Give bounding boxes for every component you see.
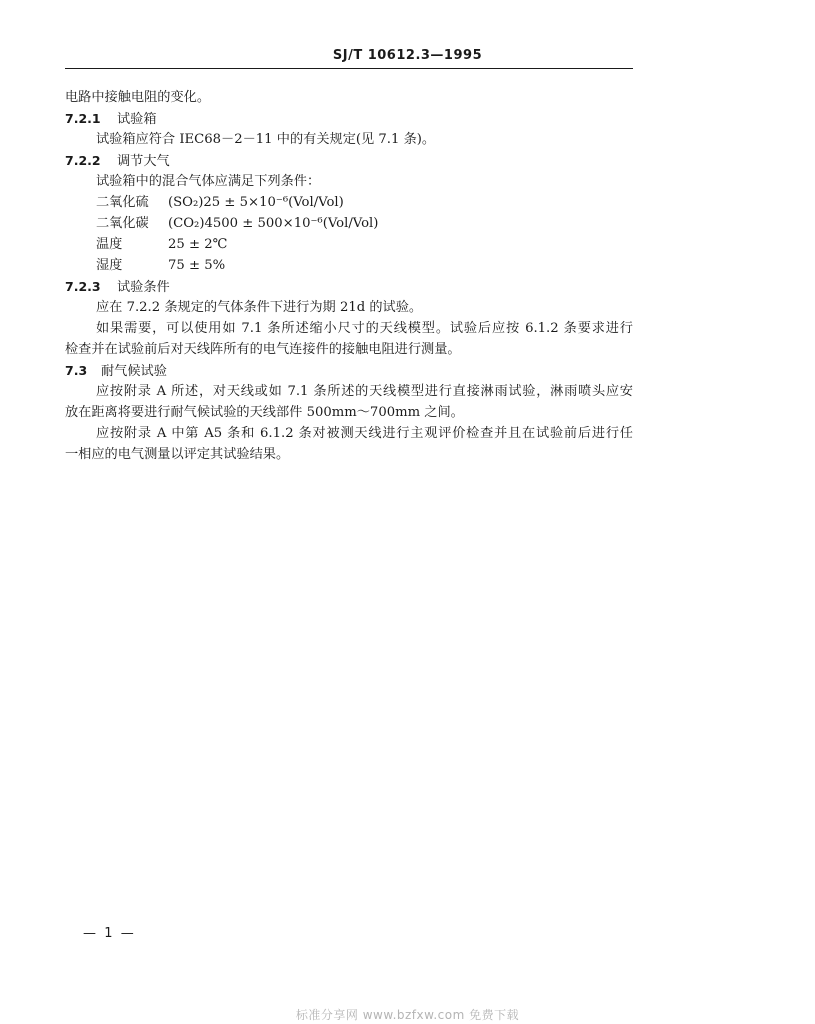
paragraph-7-2-2: 试验箱中的混合气体应满足下列条件： — [96, 174, 321, 189]
section-number: 7.2.1 — [65, 111, 101, 126]
paragraph-7-3-a-line1: 应按附录 A 所述，对天线或如 7.1 条所述的天线模型进行直接淋雨试验，淋雨喷头应安 — [96, 384, 633, 399]
condition-value: 25 ± 2℃ — [168, 237, 228, 252]
section-title: 耐气候试验 — [101, 364, 167, 379]
condition-label: 二氧化硫 — [96, 195, 149, 210]
condition-value: 75 ± 5% — [168, 258, 226, 273]
condition-label: 湿度 — [96, 258, 123, 273]
paragraph-7-3-b-line1: 应按附录 A 中第 A5 条和 6.1.2 条对被测天线进行主观评价检查并且在试验前后进行任 — [96, 426, 633, 441]
paragraph-7-2-3-b-line2: 检查并在试验前后对天线阵所有的电气连接件的接触电阻进行测量。 — [65, 342, 461, 357]
condition-label: 二氧化碳 — [96, 216, 149, 231]
section-title: 试验条件 — [117, 280, 170, 295]
paragraph-7-3-a-line2: 放在距离将要进行耐气候试验的天线部件 500mm～700mm 之间。 — [65, 405, 464, 420]
continuation-text: 电路中接触电阻的变化。 — [65, 90, 211, 105]
section-7-2-3-heading — [65, 279, 170, 296]
section-7-2-2-heading — [65, 153, 170, 170]
document-header-code: SJ/T 10612.3—1995 — [332, 48, 483, 63]
page-number: — 1 — — [83, 926, 134, 941]
section-title: 试验箱 — [117, 112, 157, 127]
condition-label: 温度 — [96, 237, 123, 252]
section-title: 调节大气 — [117, 154, 170, 169]
paragraph-7-3-b-line2: 一相应的电气测量以评定其试验结果。 — [65, 447, 290, 462]
section-7-3-heading — [65, 363, 167, 380]
section-number: 7.2.2 — [65, 153, 101, 168]
watermark-text: 标准分享网 www.bzfxw.com 免费下载 — [295, 1008, 520, 1022]
paragraph-7-2-3-a: 应在 7.2.2 条规定的气体条件下进行为期 21d 的试验。 — [96, 300, 423, 315]
paragraph-7-2-1: 试验箱应符合 IEC68－2－11 中的有关规定(见 7.1 条)。 — [96, 132, 436, 147]
section-7-2-1-heading — [65, 111, 157, 128]
header-rule — [65, 68, 633, 69]
condition-value: (CO₂)4500 ± 500×10⁻⁶(Vol/Vol) — [168, 216, 379, 231]
paragraph-7-2-3-b-line1: 如果需要，可以使用如 7.1 条所述缩小尺寸的天线模型。试验后应按 6.1.2 条要求进行 — [96, 321, 633, 336]
section-number: 7.2.3 — [65, 279, 101, 294]
section-number: 7.3 — [65, 363, 88, 378]
condition-value: (SO₂)25 ± 5×10⁻⁶(Vol/Vol) — [168, 195, 344, 210]
